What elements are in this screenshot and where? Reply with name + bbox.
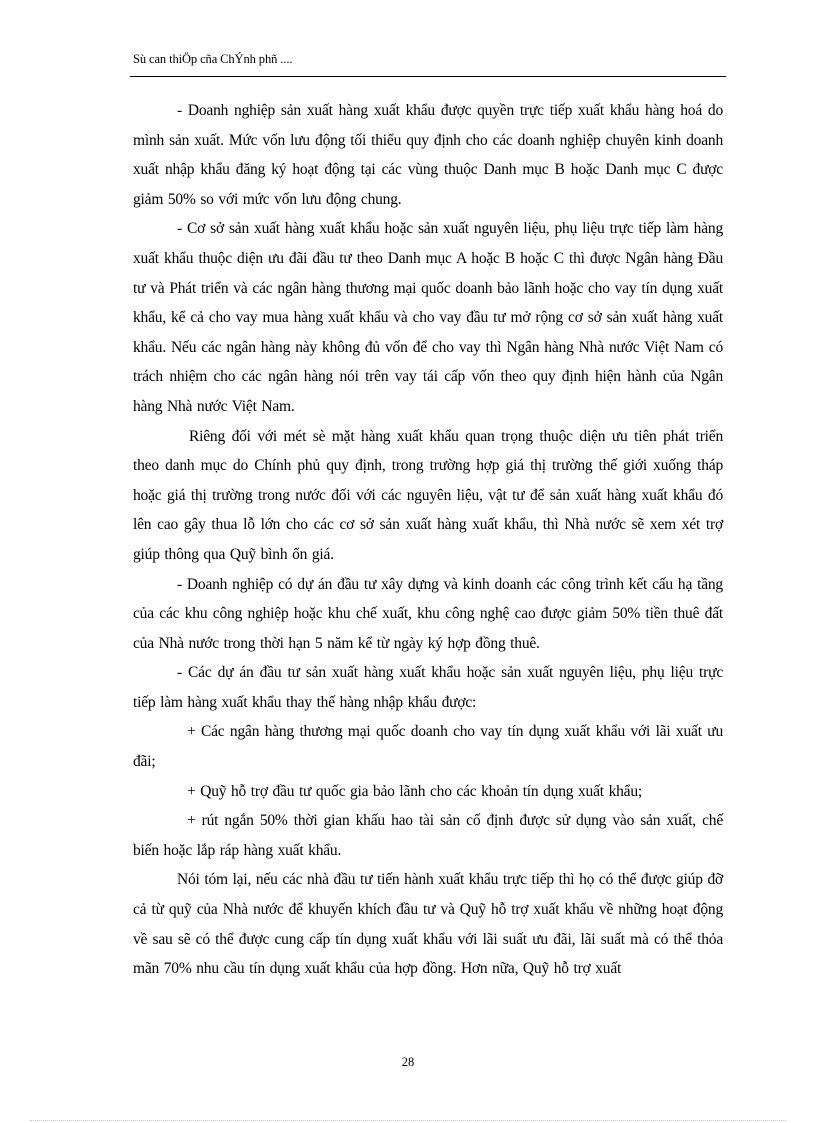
paragraph-summary: Nói tóm lại, nếu các nhà đầu tư tiến hành xuất khẩu trực tiếp thì họ có thể được giúp đỡ cả từ quỹ của Nhà nước để khuyến khích đầu tư và Quỹ hỗ trợ xuất khẩu về những hoạt động về sau sẽ có thể được cung cấp tín dụng xuất khẩu với lãi suất ưu đãi, lãi suất mà có thể thỏa mãn 70% nhu cầu tín dụng xuất khẩu của hợp đồng. Hơn nữa, Quỹ hỗ trợ xuất: [133, 871, 723, 978]
list-item-preferential-loans: + Các ngân hàng thương mại quốc doanh cho vay tín dụng xuất khẩu với lãi xuất ưu đãi;: [133, 723, 723, 771]
page-number: 28: [401, 1055, 415, 1069]
list-item-depreciation: + rút ngắn 50% thời gian khấu hao tài sản cố định được sử dụng vào sản xuất, chế biến hoặc lắp ráp hàng xuất khẩu.: [133, 812, 723, 859]
paragraph-price-stabilization: Riêng đối với mét sè mặt hàng xuất khẩu quan trọng thuộc diện ưu tiên phát triển theo danh mục do Chính phủ quy định, trong trường hợp giá thị trường thế giới xuống tháp hoặc giá thị trường trong nước đối với các nguyên liệu, vật tư để sản xuất hàng xuất khẩu đó lên cao gây thua lỗ lớn cho các cơ sở sản xuất hàng xuất khẩu, thì Nhà nước sẽ xem xét trợ giúp thông qua Quỹ bình ổn giá.: [133, 427, 723, 563]
paragraph-infrastructure-land: - Doanh nghiệp có dự án đầu tư xây dựng và kinh doanh các công trình kết cấu hạ tầng của các khu công nghiệp hoặc khu chế xuất, khu công nghệ cao được giảm 50% tiền thuê đất của Nhà nước trong thời hạn 5 năm kể từ ngày ký hợp đồng thuê.: [133, 575, 723, 652]
running-header: Sù can thiÖp cña ChÝnh phñ ....: [133, 52, 293, 66]
paragraph-exporter-rights: - Doanh nghiệp sản xuất hàng xuất khẩu được quyền trực tiếp xuất khẩu hàng hoá do mình sản xuất. Mức vốn lưu động tối thiểu quy định cho các doanh nghiệp chuyên kinh doanh xuất nhập khẩu đăng ký hoạt động tại các vùng thuộc Danh mục B hoặc Danh mục C được giảm 50% so với mức vốn lưu động chung.: [133, 102, 723, 208]
paragraph-investment-projects: - Các dự án đầu tư sản xuất hàng xuất khẩu hoặc sản xuất nguyên liệu, phụ liệu trực tiếp làm hàng xuất khẩu thay thế hàng nhập khẩu được:: [133, 664, 723, 711]
header-rule: [130, 76, 726, 77]
list-item-credit-guarantee: + Quỹ hỗ trợ đầu tư quốc gia bảo lãnh cho các khoản tín dụng xuất khẩu;: [187, 782, 643, 800]
page-edge-divider: [30, 1120, 786, 1121]
paragraph-export-credit: - Cơ sở sản xuất hàng xuất khẩu hoặc sản xuất nguyên liệu, phụ liệu trực tiếp làm hàng xuất khẩu thuộc diện ưu đãi đầu tư theo Danh mục A hoặc B hoặc C thì được Ngân hàng Đầu tư và Phát triển và các ngân hàng thương mại quốc doanh bảo lãnh hoặc cho vay tín dụng xuất khẩu, kể cả cho vay mua hàng xuất khẩu và cho vay đầu tư mở rộng cơ sở sản xuất hàng xuất khẩu. Nếu các ngân hàng này không đủ vốn để cho vay thì Ngân hàng Nhà nước Việt Nam có trách nhiệm cho các ngân hàng nói trên vay tái cấp vốn theo quy định hiện hành của Ngân hàng Nhà nước Việt Nam.: [133, 220, 723, 415]
document-body: [133, 96, 723, 984]
